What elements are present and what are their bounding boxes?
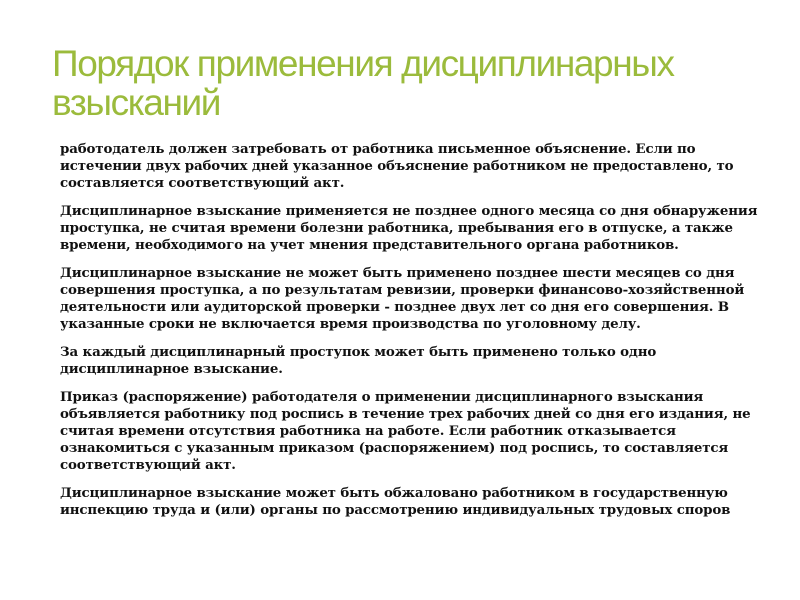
paragraph-one-month-deadline: Дисциплинарное взыскание применяется не позднее одного месяца со дня обнаружения проступка, не считая времени болезни работника, пребывания его в отпуске, а также времени, необходимого на учет мнения представительного органа работников. xyxy=(60,203,758,253)
paragraph-appeal: Дисциплинарное взыскание может быть обжаловано работником в государственную инспекцию труда и (или) органы по рассмотрению индивидуальных трудовых споров xyxy=(60,485,731,518)
paragraph-explanation-request: работодатель должен затребовать от работника письменное объяснение. Если по истечении двух рабочих дней указанное объяснение работником не предоставлено, то составляется соответствующий акт. xyxy=(60,141,734,191)
paragraph-single-penalty: За каждый дисциплинарный проступок может быть применено только одно дисциплинарное взыскание. xyxy=(60,344,657,377)
slide-body xyxy=(60,141,772,530)
paragraph-order-announcement: Приказ (распоряжение) работодателя о применении дисциплинарного взыскания объявляется работнику под роспись в течение трех рабочих дней со дня его издания, не считая времени отсутствия работника на работе. Если работник отказывается ознакомиться с указанным приказом (распоряжением) под роспись, то составляется соответствующий акт. xyxy=(60,389,751,473)
slide-title: Порядок применения дисциплинарных взысканий xyxy=(52,43,674,123)
paragraph-six-month-limit: Дисциплинарное взыскание не может быть применено позднее шести месяцев со дня совершения проступка, а по результатам ревизии, проверки финансово-хозяйственной деятельности или аудиторской проверки - позднее двух лет со дня его совершения. В указанные сроки не включается время производства по уголовному делу. xyxy=(60,265,745,332)
